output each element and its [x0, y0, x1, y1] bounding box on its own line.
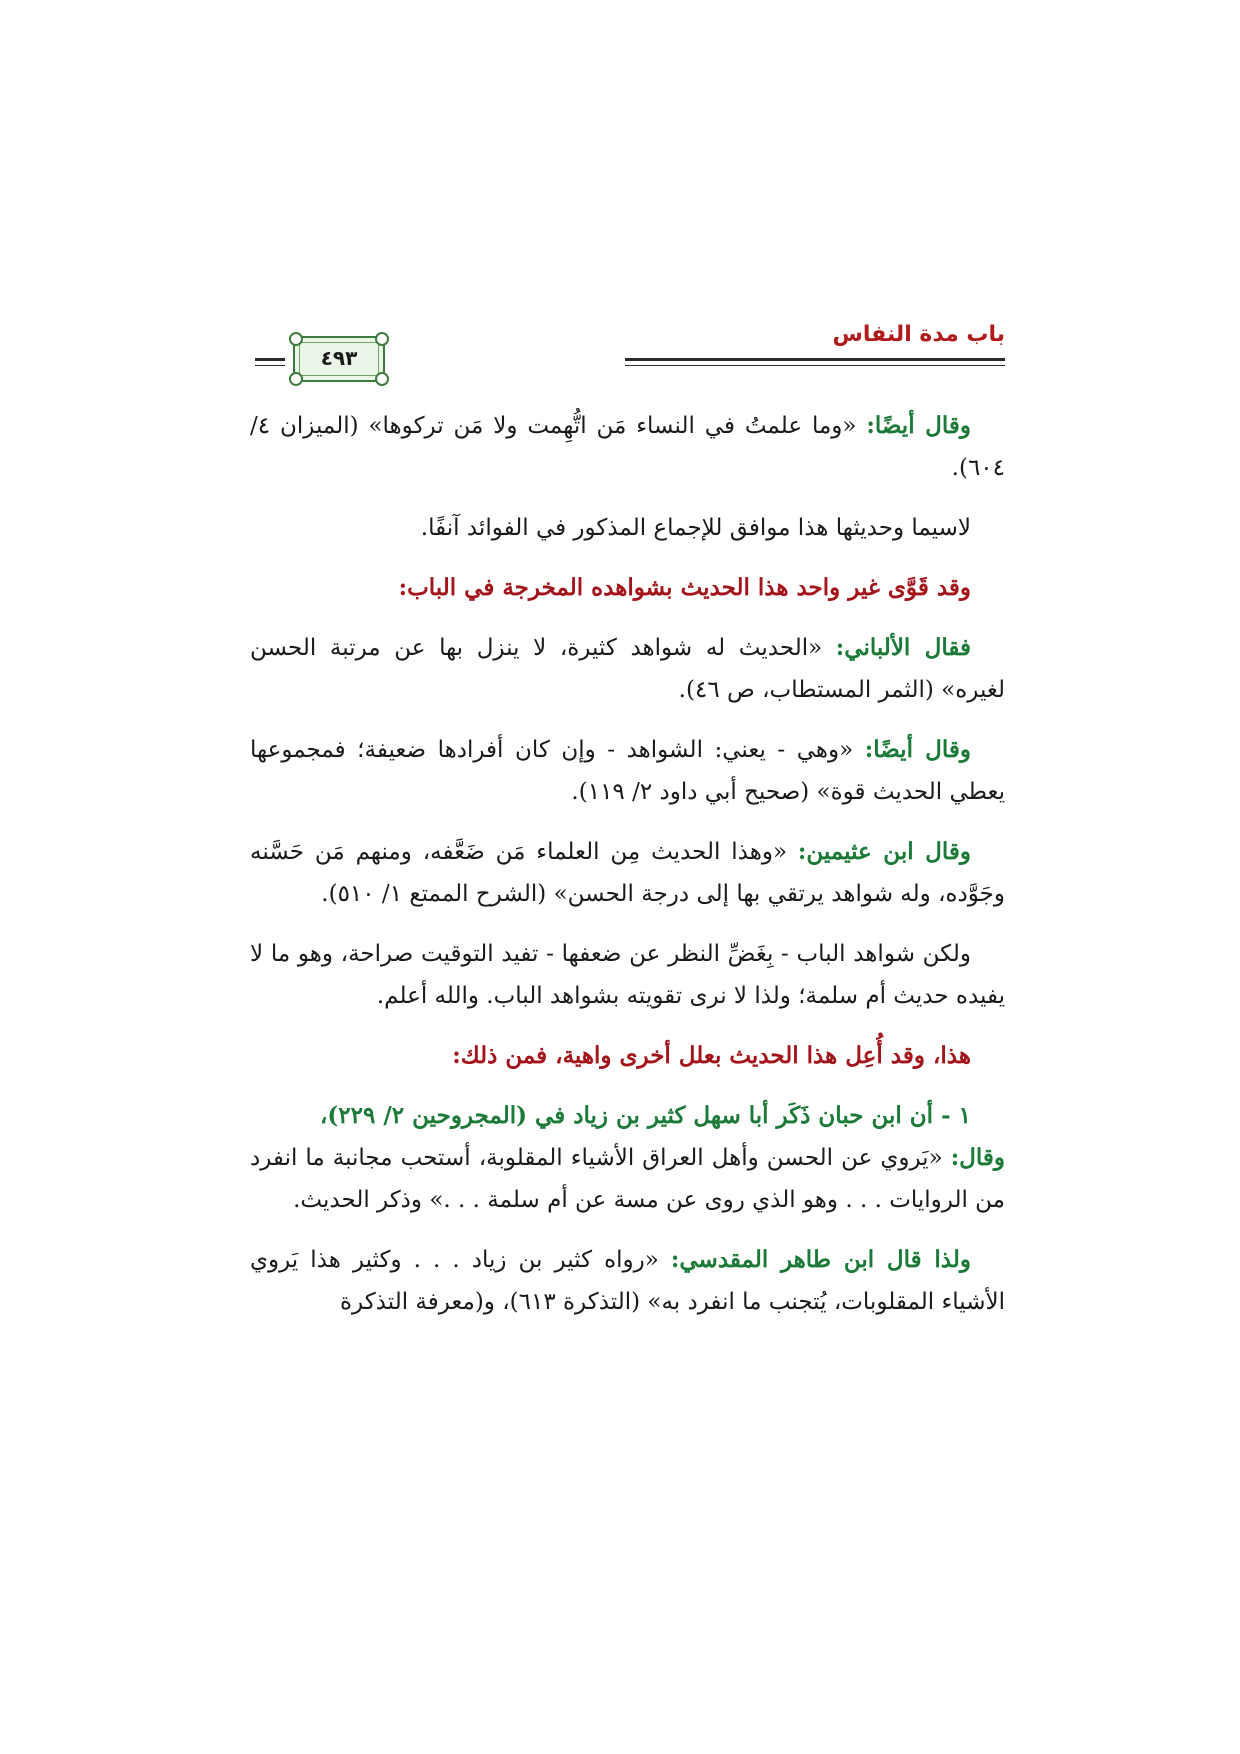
paragraph	[250, 933, 1005, 1017]
paragraph-text: ولكن شواهد الباب - بِغَضِّ النظر عن ضعفها - تفيد التوقيت صراحة، وهو ما لا يفيده حديث أم سلمة؛ ولذا لا نرى تقويته بشواهد الباب. والله أعلم.	[250, 941, 1005, 1009]
header-rule	[255, 358, 285, 361]
speaker-label: فقال الألباني:	[835, 634, 971, 661]
chapter-title: باب مدة النفاس	[832, 322, 1005, 347]
paragraph	[250, 729, 1005, 813]
section-heading: وقد قَوَّى غير واحد هذا الحديث بشواهده المخرجة في الباب:	[398, 574, 971, 601]
paragraph	[250, 1239, 1005, 1323]
ornament-icon	[289, 332, 303, 346]
page-header	[255, 318, 1005, 388]
paragraph-text: «يَروي عن الحسن وأهل العراق الأشياء المقلوبة، أستحب مجانبة ما انفرد من الروايات . . . وهو الذي روى عن مسة عن أم سلمة . . .» وذكر الحديث.	[250, 1145, 1005, 1213]
section-heading: هذا، وقد أُعِل هذا الحديث بعلل أخرى واهية، فمن ذلك:	[452, 1042, 971, 1069]
paragraph	[250, 831, 1005, 915]
page-number: ٤٩٣	[320, 346, 358, 370]
page-number-badge	[293, 336, 385, 382]
paragraph-text: «وهذا الحديث مِن العلماء مَن ضَعَّفه، ومنهم مَن حَسَّنه وجَوَّده، وله شواهد يرتقي بها إلى درجة الحسن» (الشرح الممتع ١/ ٥١٠).	[250, 839, 1005, 907]
paragraph-text: «وما علمتُ في النساء مَن اتُّهِمت ولا مَن تركوها» (الميزان ٤/ ٦٠٤).	[250, 413, 1005, 481]
paragraph-text: «وهي - يعني: الشواهد - وإن كان أفرادها ضعيفة؛ فمجموعها يعطي الحديث قوة» (صحيح أبي داود ٢/ ١١٩).	[250, 737, 1005, 805]
paragraph	[250, 405, 1005, 489]
speaker-label: وقال أيضًا:	[864, 736, 972, 763]
paragraph	[250, 1137, 1005, 1221]
header-rule	[255, 365, 285, 366]
paragraph	[250, 507, 1005, 549]
ornament-icon	[375, 332, 389, 346]
ornament-icon	[375, 372, 389, 386]
paragraph-text: «رواه كثير بن زياد . . . وكثير هذا يَروي الأشياء المقلوبات، يُتجنب ما انفرد به» (التذكرة ٦١٣)، و(معرفة التذكرة	[250, 1247, 1005, 1315]
paragraph-text: لاسيما وحديثها هذا موافق للإجماع المذكور في الفوائد آنفًا.	[420, 515, 971, 541]
paragraph-text: «الحديث له شواهد كثيرة، لا ينزل بها عن مرتبة الحسن لغيره» (الثمر المستطاب، ص ٤٦).	[250, 635, 1005, 703]
ornament-icon	[289, 372, 303, 386]
header-rule	[625, 365, 1005, 366]
speaker-label: وقال أيضًا:	[866, 412, 972, 439]
page-body	[250, 405, 1005, 1341]
speaker-label: وقال:	[950, 1144, 1005, 1171]
speaker-label: ولذا قال ابن طاهر المقدسي:	[670, 1246, 971, 1273]
speaker-label: وقال ابن عثيمين:	[797, 838, 971, 865]
list-item-heading: ١ - أن ابن حبان ذَكَر أبا سهل كثير بن زياد في (المجروحين ٢/ ٢٢٩)،	[319, 1102, 971, 1129]
paragraph	[250, 627, 1005, 711]
header-rule	[625, 358, 1005, 361]
